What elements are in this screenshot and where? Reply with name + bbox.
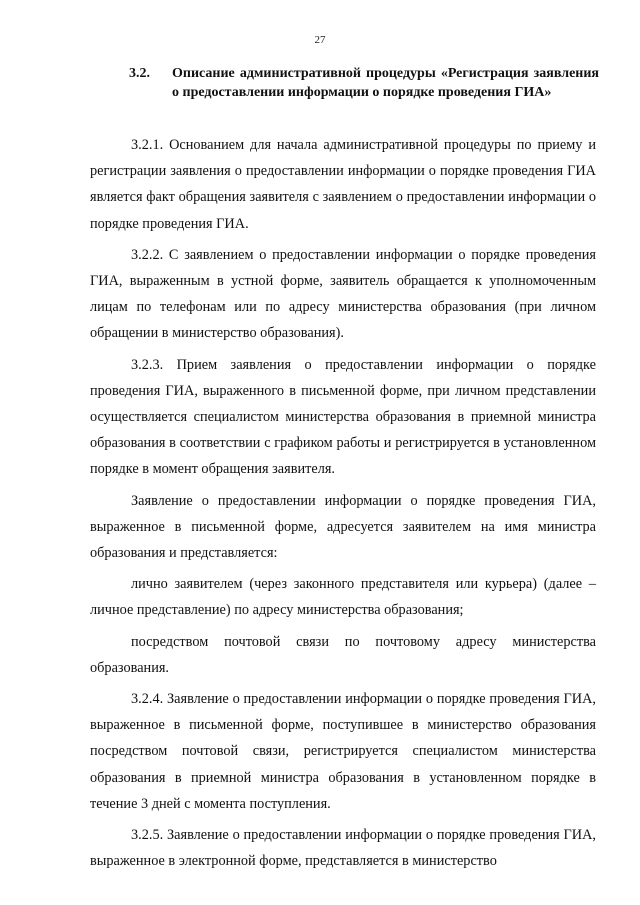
paragraph-application-addressing: Заявление о предоставлении информации о порядке проведения ГИА, выраженное в письменной форме, адресуется заявителем на имя министра образования и представляется:	[90, 492, 596, 562]
paragraph-3-2-1: 3.2.1. Основанием для начала административной процедуры по приему и регистрации заявления о предоставлении информации о порядке проведения ГИА является факт обращения заявителя с заявлением о предоставлении информации о порядке проведения ГИА.	[90, 137, 596, 232]
paragraph-3-2-4: 3.2.4. Заявление о предоставлении информации о порядке проведения ГИА, выраженное в письменной форме, поступившее в министерство образования посредством почтовой связи, регистрируется специалистом министерства образования в приемной министра образования в установленном порядке в течение 3 дней с момента поступления.	[90, 691, 596, 812]
paragraph-personal-submission: лично заявителем (через законного представителя или курьера) (далее – личное представление) по адресу министерства образования;	[90, 576, 596, 619]
body-text	[90, 132, 596, 879]
paragraph-3-2-5: 3.2.5. Заявление о предоставлении информации о порядке проведения ГИА, выраженное в электронной форме, представляется в министерство	[90, 827, 596, 870]
section-number: 3.2.	[129, 66, 150, 81]
section-title: Описание административной процедуры «Регистрация заявления о предоставлении информации о порядке проведения ГИА»	[172, 66, 599, 100]
page-number: 27	[314, 34, 326, 46]
paragraph-3-2-2: 3.2.2. С заявлением о предоставлении информации о порядке проведения ГИА, выраженным в устной форме, заявитель обращается к уполномоченным лицам по телефонам или по адресу министерства образования (при личном обращении в министерство образования).	[90, 246, 596, 342]
section-heading	[129, 64, 599, 102]
paragraph-3-2-3: 3.2.3. Прием заявления о предоставлении информации о порядке проведения ГИА, выраженного в письменной форме, при личном представлении осуществляется специалистом министерства образования в приемной министра образования в соответствии с графиком работы и регистрируется в установленном порядке в момент обращения заявителя.	[90, 356, 596, 478]
paragraph-postal-submission: посредством почтовой связи по почтовому адресу министерства образования.	[90, 633, 596, 676]
